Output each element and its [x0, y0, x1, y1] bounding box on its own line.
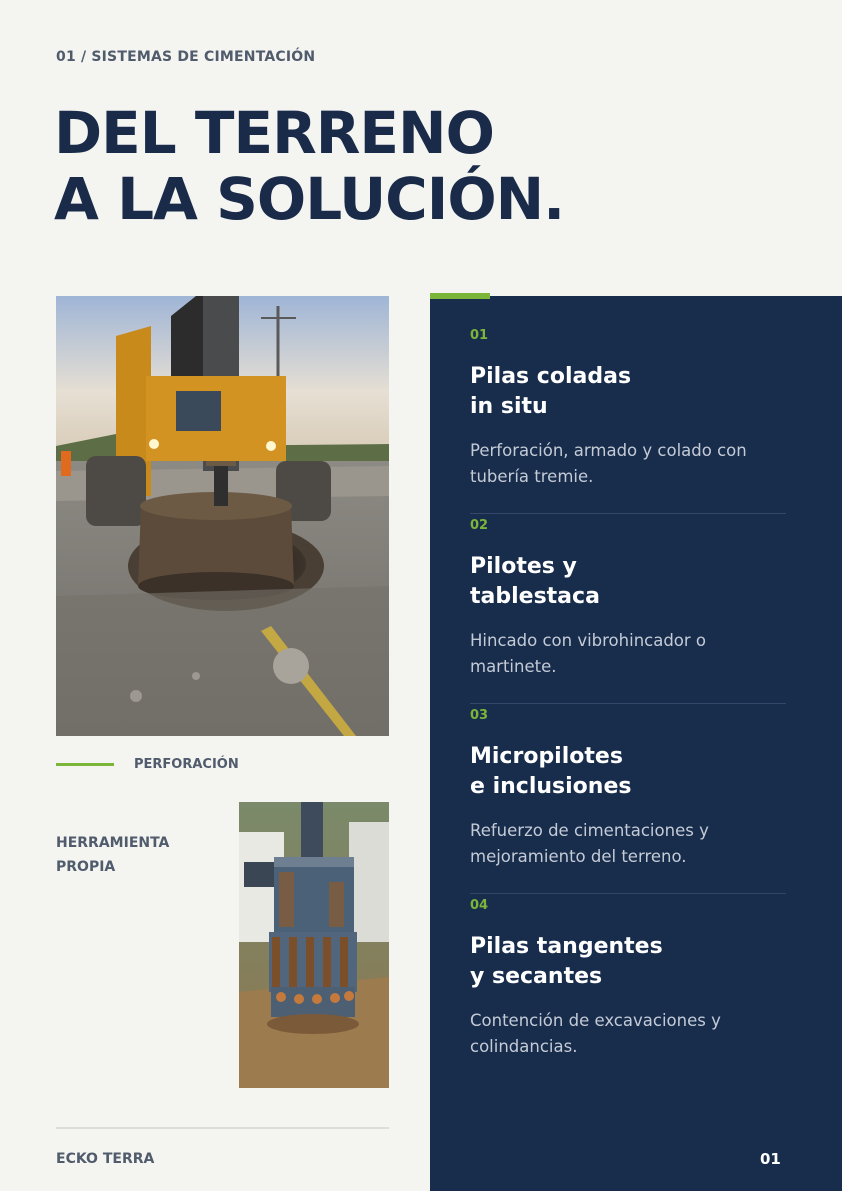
- headline-line-1: DEL TERRENO: [54, 99, 494, 167]
- service-number: 02: [470, 518, 489, 533]
- service-divider: [470, 893, 786, 894]
- service-description: Contención de excavaciones y colindancias.: [470, 1011, 721, 1056]
- service-item: [470, 898, 786, 1060]
- service-title: Pilotes y tablestaca: [470, 554, 600, 609]
- tool-label-line-1: HERRAMIENTA: [56, 835, 170, 851]
- tool-label-line-2: PROPIA: [56, 859, 116, 875]
- service-title: Micropilotes e inclusiones: [470, 744, 632, 799]
- service-divider: [470, 703, 786, 704]
- page-number: 01: [760, 1150, 781, 1168]
- tool-label: [56, 831, 216, 879]
- service-item: [470, 518, 786, 680]
- drilling-rig-photo: [56, 296, 389, 736]
- page-headline: [54, 100, 564, 232]
- footer-divider: [56, 1127, 389, 1129]
- service-number: 03: [470, 708, 489, 723]
- service-number: 04: [470, 898, 489, 913]
- caption-accent-line: [56, 763, 114, 766]
- service-title: Pilas coladas in situ: [470, 364, 632, 419]
- service-item: [470, 328, 786, 490]
- service-divider: [470, 513, 786, 514]
- service-title: Pilas tangentes y secantes: [470, 934, 663, 989]
- service-item: [470, 708, 786, 870]
- brand-name: ECKO TERRA: [56, 1151, 155, 1167]
- drilling-tool-photo: [239, 802, 389, 1088]
- service-number: 01: [470, 328, 489, 343]
- panel-accent-bar: [430, 293, 490, 299]
- service-description: Perforación, armado y colado con tubería tremie.: [470, 441, 747, 486]
- photo-caption: PERFORACIÓN: [134, 757, 239, 772]
- service-description: Refuerzo de cimentaciones y mejoramiento del terreno.: [470, 821, 709, 866]
- headline-line-2: A LA SOLUCIÓN.: [54, 165, 565, 233]
- section-eyebrow: 01 / SISTEMAS DE CIMENTACIÓN: [56, 49, 316, 65]
- service-description: Hincado con vibrohincador o martinete.: [470, 631, 707, 676]
